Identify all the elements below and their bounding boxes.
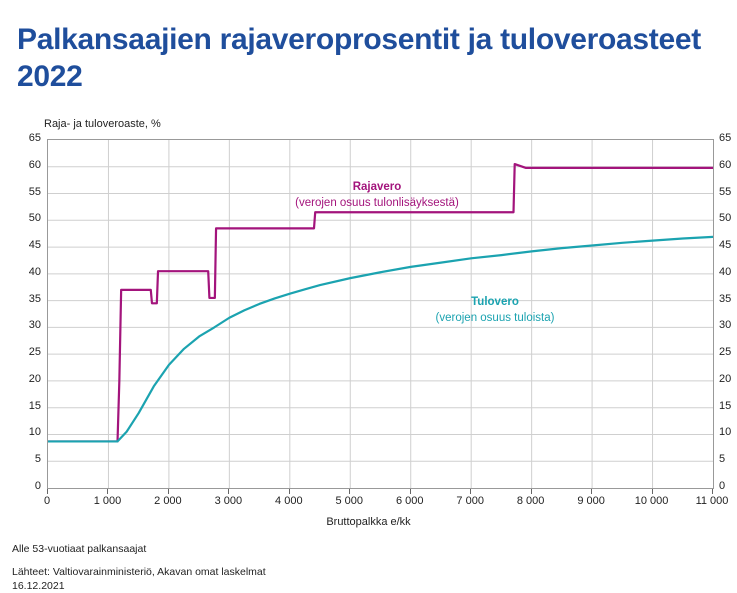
- y-tick-label-left: 25: [28, 346, 41, 359]
- x-tick-label: 0: [43, 495, 51, 507]
- x-tick-label: 11 000: [695, 495, 729, 507]
- y-tick-label-left: 60: [28, 158, 41, 171]
- y-tick-label-left: 65: [28, 132, 41, 144]
- series-label-tulovero: [400, 295, 590, 326]
- x-tick-mark: [470, 489, 471, 494]
- y-tick-label-right: 60: [719, 158, 732, 171]
- y-tick-label-left: 0: [34, 480, 41, 492]
- y-axis-unit-label: Raja- ja tuloveroaste, %: [44, 118, 161, 130]
- y-tick-label-right: 30: [719, 319, 732, 332]
- x-tick-mark: [652, 489, 653, 494]
- x-tick-label: 5 000: [335, 495, 364, 507]
- series-line-tulovero: [48, 237, 713, 442]
- x-tick-mark: [107, 489, 108, 494]
- x-tick-label: 4 000: [275, 495, 303, 507]
- x-tick-label: 10 000: [634, 495, 669, 507]
- y-tick-label-right: 20: [719, 372, 732, 385]
- x-tick-mark: [168, 489, 169, 494]
- x-tick-mark: [47, 489, 48, 494]
- x-tick-mark: [410, 489, 411, 494]
- x-tick-label: 1 000: [93, 495, 122, 507]
- x-tick-mark: [349, 489, 350, 494]
- y-tick-label-left: 45: [28, 239, 41, 252]
- series-label-tulovero-note: (verojen osuus tuloista): [435, 311, 555, 324]
- x-tick-label: 2 000: [154, 495, 182, 507]
- series-label-tulovero-title: Tulovero: [471, 296, 519, 308]
- y-tick-label-left: 15: [28, 399, 41, 412]
- y-tick-label-right: 35: [719, 292, 732, 305]
- y-tick-label-right: 10: [719, 426, 732, 439]
- x-axis-title: Bruttopalkka e/kk: [326, 516, 411, 528]
- y-tick-label-right: 5: [719, 453, 726, 466]
- x-tick-label: 9 000: [577, 495, 605, 507]
- y-tick-label-left: 35: [28, 292, 41, 305]
- x-tick-mark: [228, 489, 229, 494]
- x-tick-mark: [712, 489, 713, 494]
- series-label-rajavero: [272, 180, 482, 211]
- y-tick-label-left: 5: [34, 453, 41, 466]
- y-tick-label-left: 40: [28, 265, 41, 278]
- y-tick-label-right: 25: [719, 346, 732, 359]
- x-tick-mark: [531, 489, 532, 494]
- y-tick-label-right: 0: [719, 480, 726, 492]
- y-tick-label-left: 20: [28, 372, 41, 385]
- x-tick-mark: [289, 489, 290, 494]
- x-tick-label: 6 000: [395, 495, 424, 507]
- y-tick-label-right: 55: [719, 185, 732, 198]
- y-tick-label-right: 15: [719, 399, 732, 412]
- y-tick-label-left: 50: [28, 212, 41, 225]
- x-tick-label: 8 000: [516, 495, 545, 507]
- x-tick-label: 3 000: [214, 495, 243, 507]
- x-tick-label: 7 000: [456, 495, 484, 507]
- y-tick-label-left: 10: [28, 426, 41, 439]
- page-title: Palkansaajien rajaveroprosentit ja tuloveroasteet 2022: [17, 23, 701, 93]
- chart-source-date: 16.12.2021: [12, 580, 65, 593]
- y-tick-label-right: 50: [719, 212, 732, 225]
- x-tick-mark: [591, 489, 592, 494]
- y-tick-label-right: 65: [719, 132, 732, 144]
- y-tick-label-left: 30: [28, 319, 41, 332]
- y-tick-label-right: 40: [719, 265, 732, 278]
- y-tick-label-right: 45: [719, 239, 732, 252]
- series-label-rajavero-title: Rajavero: [352, 181, 402, 193]
- chart-source-text: Lähteet: Valtiovarainministeriö, Akavan omat laskelmat: [12, 566, 266, 578]
- chart-source: [12, 565, 266, 593]
- chart-footnote: Alle 53-vuotiaat palkansaajat: [12, 543, 147, 555]
- series-label-rajavero-note: (verojen osuus tulonlisäyksestä): [295, 196, 459, 209]
- y-tick-label-left: 55: [28, 185, 41, 198]
